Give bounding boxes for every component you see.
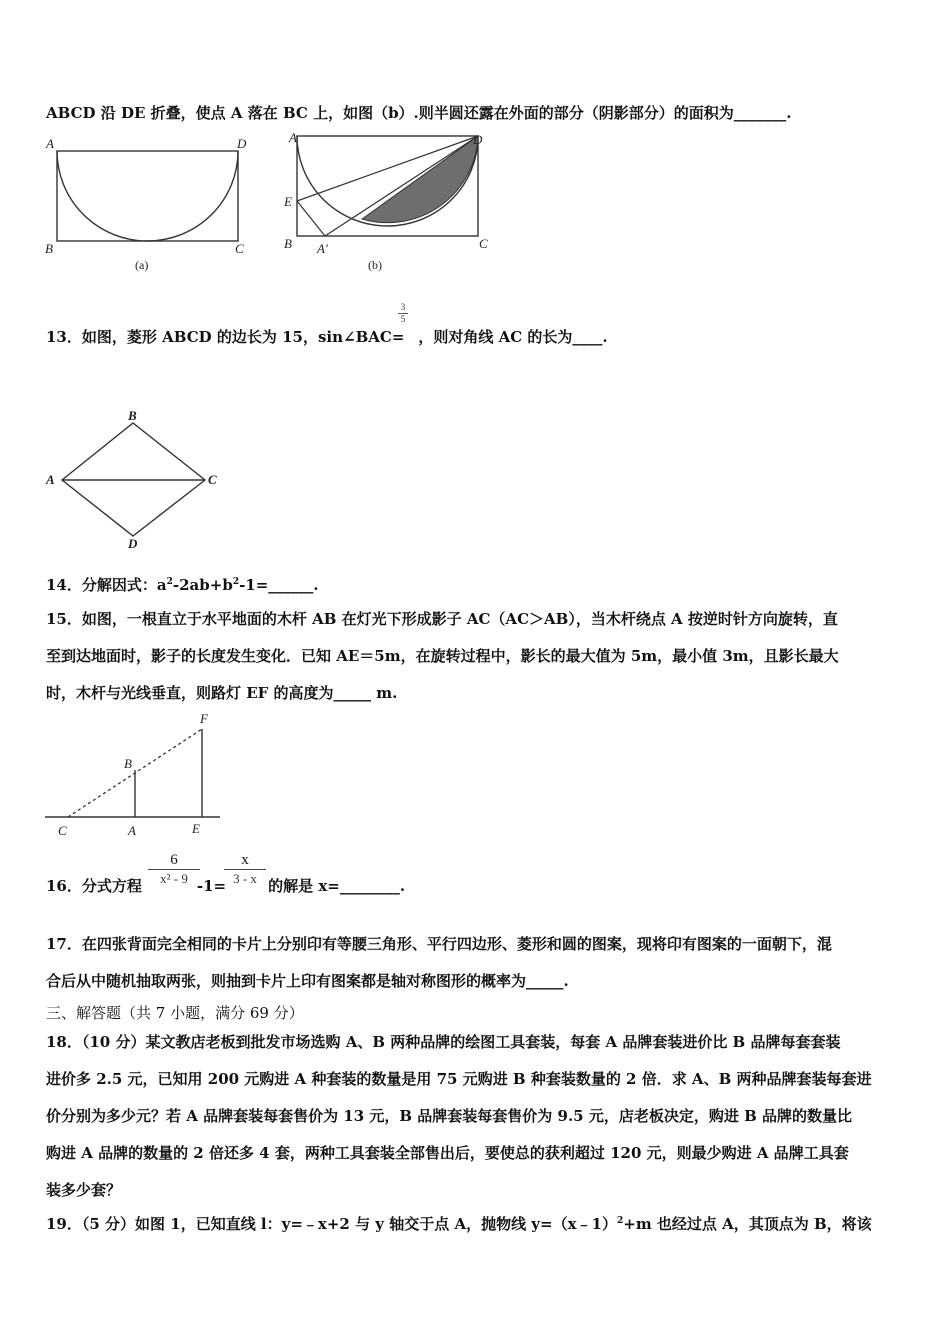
lamp-label-B: B xyxy=(124,756,132,771)
fig-a-caption: (a) xyxy=(135,258,149,272)
q18-line-3: 价分别为多少元？若 A 品牌套装每套售价为 13 元，B 品牌套装每套售价为 9.5 元，店老板决定，购进 B 品牌的数量比 xyxy=(46,1107,852,1125)
q16-f1-num: 6 xyxy=(170,852,178,868)
q13-pre: 13．如图，菱形 ABCD 的边长为 15，sin∠BAC= xyxy=(46,328,405,346)
q14-mid: -2ab+b xyxy=(172,576,233,594)
q16-f2-den: 3 - x xyxy=(233,871,257,886)
fig-b-label-C: C xyxy=(479,236,488,251)
q17-line-2: 合后从中随机抽取两张，则抽到卡片上印有图案都是轴对称图形的概率为_____. xyxy=(46,972,569,990)
fig-b-label-B: B xyxy=(284,236,292,251)
fig-a-rectangle xyxy=(57,151,238,241)
fig-a-label-B: B xyxy=(45,241,53,256)
section-3-heading: 三、解答题（共 7 小题，满分 69 分） xyxy=(46,1004,304,1022)
q19-exp: 2 xyxy=(616,1216,624,1226)
figure-b xyxy=(280,130,500,280)
rhombus-label-D: D xyxy=(128,536,138,548)
figure-a xyxy=(40,132,260,277)
lamp-label-F: F xyxy=(200,711,208,726)
q16-fraction-2 xyxy=(224,851,266,887)
q18-line-2: 进价多 2.5 元，已知用 200 元购进 A 种套装的数量是用 75 元购进 B 种套装数量的 2 倍．求 A、B 两种品牌套装每套进 xyxy=(46,1070,872,1088)
q19-text xyxy=(46,1214,872,1234)
q13-text xyxy=(46,327,608,347)
q14-text xyxy=(46,575,319,595)
q16-post: 的解是 x=________. xyxy=(268,877,406,895)
fig-b-line-EA1 xyxy=(297,201,325,236)
fig-a-label-A: A xyxy=(46,136,54,151)
lamp-label-E: E xyxy=(192,821,200,836)
q12-text: ABCD 沿 DE 折叠，使点 A 落在 BC 上，如图（b）.则半圆还露在外面的部分（阴影部分）的面积为_______. xyxy=(46,104,792,122)
q16-fraction-1 xyxy=(148,851,200,887)
fig-b-caption: (b) xyxy=(368,258,382,272)
q13-frac-den: 5 xyxy=(398,313,408,325)
rhombus-label-A: A xyxy=(46,472,55,487)
q17-line-1: 17．在四张背面完全相同的卡片上分别印有等腰三角形、平行四边形、菱形和圆的图案，现将印有图案的一面朝下，混 xyxy=(46,935,832,953)
q19-pre: 19．（5 分）如图 1，已知直线 l：y=﹣x+2 与 y 轴交于点 A，抛物线 y=（x﹣1） xyxy=(46,1215,617,1233)
fig-b-shaded-region xyxy=(362,136,478,223)
figure-lamp xyxy=(40,708,230,843)
fig-a-label-C: C xyxy=(235,241,244,256)
rhombus-label-B: B xyxy=(128,408,137,423)
q13-fraction xyxy=(398,302,408,325)
q14-exp1: 2 xyxy=(166,577,173,587)
q14-exp2: 2 xyxy=(232,577,240,587)
rhombus-label-C: C xyxy=(208,472,217,487)
lamp-label-A: A xyxy=(128,823,136,838)
q13-post: ，则对角线 AC 的长为____. xyxy=(418,328,608,346)
fig-b-label-A-prime: A′ xyxy=(317,241,328,256)
q16-pre: 16．分式方程 xyxy=(46,877,142,895)
figure-rhombus xyxy=(40,408,230,548)
lamp-label-C: C xyxy=(58,823,67,838)
q13-frac-num: 3 xyxy=(400,302,406,312)
q18-line-1: 18．（10 分）某文教店老板到批发市场选购 A、B 两种品牌的绘图工具套装，每套 A 品牌套装进价比 B 品牌每套套装 xyxy=(46,1033,841,1051)
q15-line-3: 时，木杆与光线垂直，则路灯 EF 的高度为_____ m. xyxy=(46,684,398,702)
fig-a-semicircle xyxy=(57,151,238,241)
fig-a-label-D: D xyxy=(237,136,247,151)
q18-line-4: 购进 A 品牌的数量的 2 倍还多 4 套，两种工具套装全部售出后，要使总的获利超过 120 元，则最少购进 A 品牌工具套 xyxy=(46,1144,849,1162)
q15-line-2: 至到达地面时，影子的长度发生变化．已知 AE＝5m，在旋转过程中，影长的最大值为 5m，最小值 3m，且影长最大 xyxy=(46,647,839,665)
q15-line-1: 15．如图，一根直立于水平地面的木杆 AB 在灯光下形成影子 AC（AC＞AB），当木杆绕点 A 按逆时针方向旋转，直 xyxy=(46,610,838,628)
q19-post: +m 也经过点 A，其顶点为 B，将该 xyxy=(623,1215,872,1233)
q14-pre: 14．分解因式：a xyxy=(46,576,167,594)
q16-f2-num: x xyxy=(241,852,249,868)
q18-line-5: 装多少套？ xyxy=(46,1181,122,1199)
q14-post: -1=______. xyxy=(239,576,319,594)
q16-mid: -1= xyxy=(196,877,227,895)
q16-f1-den: x² - 9 xyxy=(160,871,188,886)
fig-b-label-A: A xyxy=(289,130,297,145)
fig-b-label-E: E xyxy=(284,194,292,209)
fig-b-label-D: D xyxy=(473,132,483,147)
